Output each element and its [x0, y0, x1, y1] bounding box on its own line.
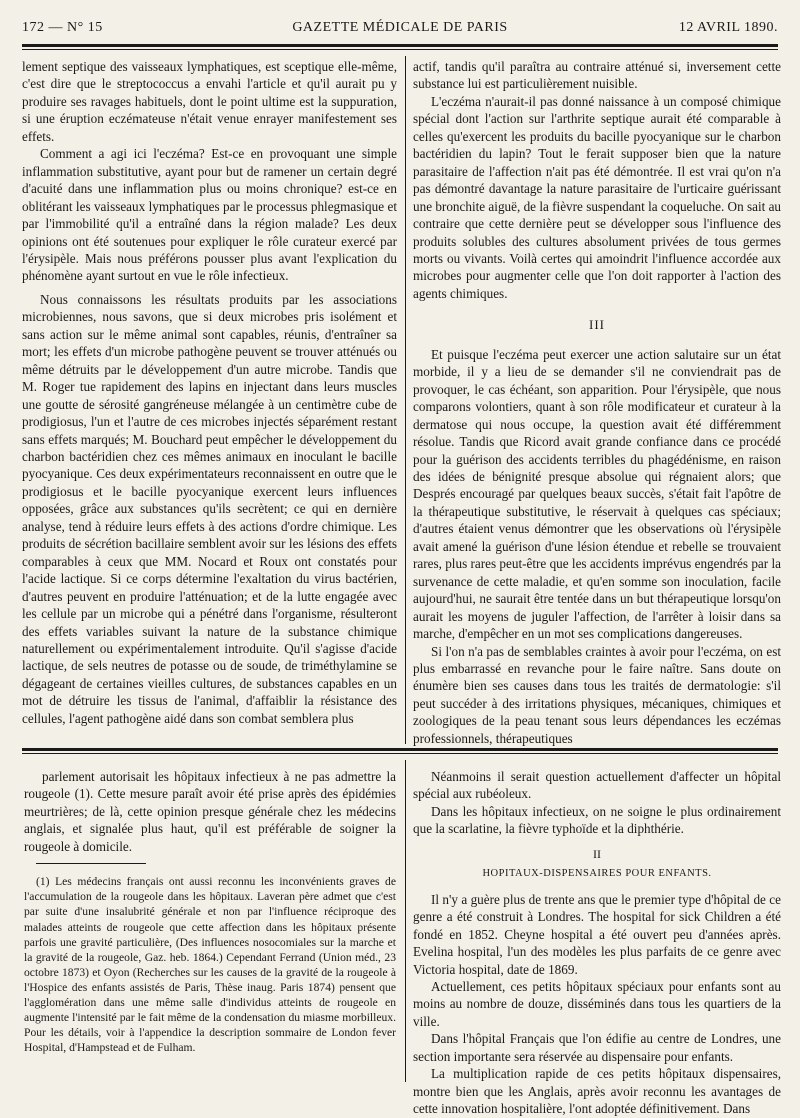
footnote-rule	[36, 863, 146, 864]
footnote	[24, 874, 396, 1055]
paragraph: Si l'on n'a pas de semblables craintes à avoir pour l'eczéma, on est plus embarrassé en revanche pour le faire naître. Sans doute on énumère bien ses causes dans tous les traités de dermatologie: s'il peut succéder à des irritations physiques, mécaniques, chimiques et zoologiques de la peau tenant sous leurs dépendances les eczémas professionnels, thérapeutiques	[413, 643, 781, 746]
paragraph: Nous connaissons les résultats produits par les associations microbiennes, nous savons, que si deux microbes pris isolément et sans action sur le même animal sont capables, réunis, d'entraîner sa mort; les effets d'un microbe pathogène peuvent se trouver atténués ou même détruits par le développement d'un autre microbe. Tandis que M. Roger tue rapidement des lapins en injectant dans leurs muscles une goutte de sérosité gangréneuse mélangée à un centimètre cube de prodigiosus, l'un et l'autre de ces microbes injectés séparément restant sans effets marqués; M. Bouchard peut empêcher le développement du charbon bactéridien chez ces mêmes animaux en inoculant le bacille pyocyanique. Ces deux expérimentateurs reconnaissent en outre que le prodigiosus et le bacille pyocyanique exercent leurs influences opposées, grâce aux substances qu'ils secrètent; ce qui en dernière analyse, tend à réduire leurs effets à des actions d'ordre chimique. Les produits de sécrétion bacillaire semblent avoir sur les lésions des effets comparables à ceux que MM. Nocard et Roux ont constatés pour l'acide lactique. Si ce corps détermine l'exaltation du virus bactérien, d'autres peuvent en produire l'atténuation; et de la lutte engagée avec les cellule par un microbe qui a pénétré dans l'organisme, résulteront des effets variables suivant la nature de la substance chimique naturellement ou expérimentalement introduite. Qu'il s'agisse d'acide lactique, de sels neutres de potasse ou de soude, de triméthylamine se dégageant de certaines vieilles cultures, de substances capables en un mot de détruire les tissus de l'animal, d'affaiblir la résistance des cellules, l'agent pathogène aidé dans son combat semblera plus	[22, 291, 397, 726]
header-rule-thin	[22, 49, 778, 50]
paragraph: L'eczéma n'aurait-il pas donné naissance à un composé chimique spécial dont l'action sur l'arthrite septique aurait été comparable à celles qu'exercent les produits du bacille pyocyanique sur le charbon bactéridien du lapin? Tout le ferait supposer bien que la nature parasitaire de l'affection n'ait pas été démontrée. Il est vrai qu'on n'a pas démontré davantage la nature parasitaire de l'urticaire guérissant une bronchite aiguë, de la fièvre suspendant la coqueluche. On sait au contraire que cette dernière peut se développer sous l'influence des produits solubles des cultures absolument privées de tous germes morts ou vivants. Voilà certes qui amoindrit l'influence accordée aux microbes pour augmenter celle que l'on doit rapporter à l'action des agents chimiques.	[413, 93, 782, 301]
paragraph: actif, tandis qu'il paraîtra au contraire atténué si, inversement cette substance lui est particulièrement nuisible.	[413, 59, 781, 92]
top-right-column	[413, 58, 781, 747]
paragraph: Et puisque l'eczéma peut exercer une action salutaire sur un état morbide, il y a lieu de se demander s'il ne conviendrait pas de provoquer, le cas échéant, son apparition. Pour l'érysipèle, que nous comparons volontiers, quant à son rôle modificateur et curateur à la dermatose qui nous occupe, la question avait été différemment résolue. Tandis que Ricord avait grande confiance dans ce procédé pour la guérison des accidents terribles du phagédénisme, en raison des idées de bénignité presque absolue qui régnaient alors; que Després encouragé par quelques beaux succès, s'était fait l'apôtre de la thérapeutique substitutive, le réservait à quelques cas spéciaux; d'autres étaient venus démontrer que les observations où l'érysipèle avait amené la guérison d'une lésion étendue et rebelle se trouvaient rares, plus rares peut-être que les accidents imprévus engendrés par la survenance de cette maladie, et qu'en somme son inoculation, facile aujourd'hui, ne saurait être tentée dans un but thérapeutique lorsqu'on aurait les moyens de juguler l'affection, de l'arrêter à loisir dans sa marche, d'empêcher en un mot ses complications dangereuses.	[413, 346, 781, 642]
journal-title: GAZETTE MÉDICALE DE PARIS	[292, 20, 508, 35]
paragraph: Néanmoins il serait question actuellement d'affecter un hôpital spécial aux rubéoleux.	[413, 769, 781, 802]
paragraph: Comment a agi ici l'eczéma? Est-ce en provoquant une simple inflammation substitutive, ayant pour but de ramener un certain degré d'acuité dans une inflammation plus ou moins chronique? est-ce en oblitérant les vaisseaux lymphatiques par le processus phlegmasique et par l'immobilité qu'il a entraîné dans la région malade? Les deux opinions ont été soutenues pour expliquer le rôle curateur exercé par l'érysipèle. Mais nous préférons pousser plus avant l'explication du phénomène ayant surtout en vue le rôle infectieux.	[22, 146, 397, 284]
paragraph: Dans l'hôpital Français que l'on édifie au centre de Londres, une section importante sera réservée au dispensaire pour enfants.	[413, 1031, 781, 1064]
column-divider	[405, 56, 406, 744]
feuilleton-rule-thin	[22, 753, 778, 754]
section-heading: II	[593, 846, 601, 861]
section-subheading: HOPITAUX-DISPENSAIRES POUR ENFANTS.	[482, 868, 712, 880]
bottom-left-column	[24, 768, 396, 1055]
paragraph: Actuellement, ces petits hôpitaux spéciaux pour enfants sont au moins au nombre de douze, disséminés dans tous les quartiers de la ville.	[413, 978, 781, 1029]
page-number: 172 — N° 15	[22, 20, 103, 35]
top-left-column	[22, 58, 397, 727]
column-divider	[405, 760, 406, 1082]
issue-date: 12 AVRIL 1890.	[678, 20, 778, 35]
paragraph: Dans les hôpitaux infectieux, on ne soigne le plus ordinairement que la scarlatine, la fièvre typhoïde et la diphthérie.	[413, 803, 781, 837]
paragraph: Il n'y a guère plus de trente ans que le premier type d'hôpital de ce genre a été construit à Londres. The hospital for sick Children a été fondé en 1852. Cheyne hospital a été ouvert peu d'années après. Evelina hospital, l'un des modèles les plus parfaits de ce genre avec Victoria hospital, date de 1869.	[413, 891, 781, 977]
section-heading: III	[589, 317, 605, 333]
page-header	[22, 18, 778, 40]
paragraph: lement septique des vaisseaux lymphatiques, est sceptique elle-même, c'est dire que le streptococcus a envahi l'article et qu'il aurait pu y produire ses ravages habituels, dont le point ultime est la suppuration, si une éruption eczémateuse n'était venue enrayer manifestement ses effets.	[22, 59, 397, 144]
paragraph: La multiplication rapide de ces petits hôpitaux dispensaires, montre bien que les Anglais, après avoir reconnu les avantages de cette innovation hospitalière, l'ont adoptée définitivement. Dans	[413, 1066, 781, 1117]
header-rule	[22, 44, 778, 47]
feuilleton-rule	[22, 748, 778, 751]
bottom-right-column	[413, 768, 781, 1118]
footnote-text: (1) Les médecins français ont aussi reconnu les inconvénients graves de l'accumulation de la rougeole dans les hôpitaux. Laveran père admet que c'est par suite d'une insalubrité générale et non par l'influence réciproque des malades atteints de rougeole que cette affection dans les hôpitaux présente parfois une gravité particulière, (Des influences nosocomiales sur la marche et la gravité de la rougeole, Gaz. heb. 1864.) Cependant Ferrand (Union méd., 23 octobre 1873) et Oyon (Recherches sur les causes de la gravité de la rougeole à l'Hospice des enfants assistés de Paris, Thèse inaug. Paris 1874) pensent que l'agglomération dans une même salle d'individus atteints de rougeole en augmente l'intensité par le fait même de la condensation du miasme morbilleux. Pour les détails, voir à l'appendice la description sommaire de London fever Hospital, d'Hampstead et de Fulham.	[24, 875, 396, 1055]
paragraph: parlement autorisait les hôpitaux infectieux à ne pas admettre la rougeole (1). Cette mesure paraît avoir été prise après des épidémies meurtrières; de là, cette opinion presque générale chez les médecins anglais, et signalée plus haut, qu'il est préférable de soigner la rougeole à domicile.	[24, 769, 396, 854]
